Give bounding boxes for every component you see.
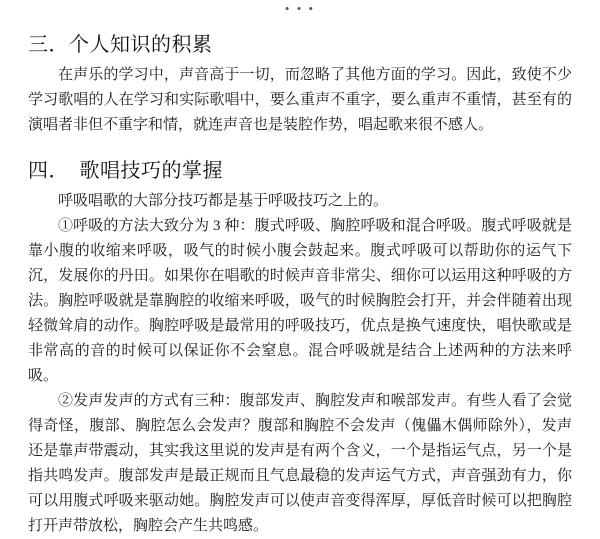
section-4-paragraph-3: ②发声发声的方式有三种：腹部发声、胸腔发声和喉部发声。有些人看了会觉得奇怪，腹部、胸腔怎么会发声？腹部和胸腔不会发声（傀儡木偶师除外），发声还是靠声带震动，其实我这里说的发声是有两个含义，一个是指运气点，另一个是指共鸣发声。腹部发声是最正规而且气息最稳的发声运气方式，声音强劲有力，你可以用腹式呼吸来驱动她。胸腔发声可以使声音变得浑厚，厚低音时候可以把胸腔打开声带放松，胸腔会产生共鸣感。 xyxy=(28,393,572,534)
section-4-paragraph-2: ①呼吸的方法大致分为 3 种：腹式呼吸、胸腔呼吸和混合呼吸。腹式呼吸就是靠小腹的收缩来呼吸，吸气的时候小腹会鼓起来。腹式呼吸可以帮助你的运气下沉，发展你的丹田。如果你在唱歌的时候声音非常尖、细你可以运用这种呼吸的方法。胸腔呼吸就是靠胸腔的收缩来呼吸，吸气的时候胸腔会打开，并会伴随着出现轻微耸肩的动作。胸腔呼吸是最常用的呼吸技巧，优点是换气速度快，唱快歌或是非常高的音的时候可以保证你不会窒息。混合呼吸就是结合上述两种的方法来呼吸。 xyxy=(28,218,572,384)
section-3-paragraph-1: 在声乐的学习中，声音高于一切，而忽略了其他方面的学习。因此，致使不少学习歌唱的人在学习和实际歌唱中，要么重声不重字，要么重声不重情，甚至有的演唱者非但不重字和情，就连声音也是装腔作势，唱起歌来很不感人。 xyxy=(28,67,572,133)
page-top-ornament: • • • xyxy=(284,1,316,16)
section-heading-3: 三．个人知识的积累 xyxy=(28,34,213,56)
section-4-paragraph-1: 呼吸唱歌的大部分技巧都是基于呼吸技巧之上的。 xyxy=(58,193,389,209)
section-heading-4: 四． 歌唱技巧的掌握 xyxy=(28,160,223,182)
